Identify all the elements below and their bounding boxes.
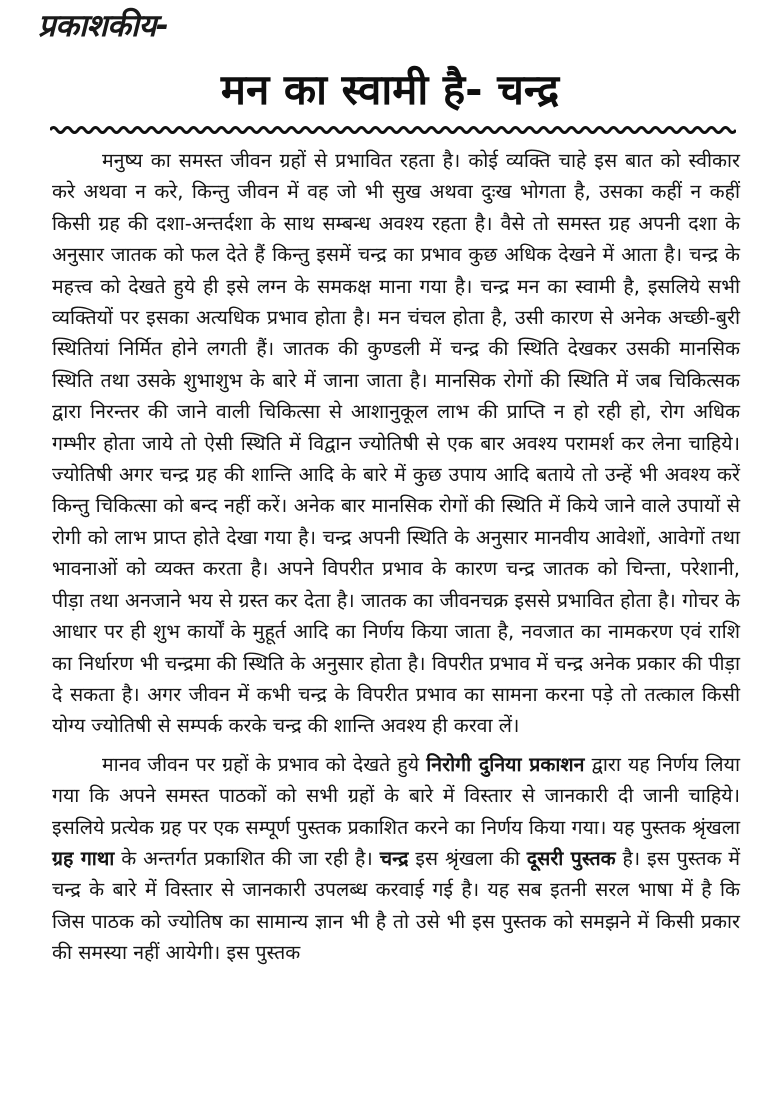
bold-text: निरोगी दुनिया प्रकाशन — [426, 752, 585, 776]
page-title: मन का स्वामी है- चन्द्र — [220, 65, 560, 114]
paragraph-text: मानव जीवन पर ग्रहों के प्रभाव को देखते हुये — [102, 752, 427, 776]
wavy-divider — [50, 122, 736, 138]
wavy-divider-line — [50, 128, 736, 133]
paragraph-text: है। इस पुस्तक में चन्द्र के बारे में विस्तार से जानकारी उपलब्ध करवाई गई है। यह सब इतनी सरल भाषा में है कि जिस पाठक को ज्योतिष का सामान्य ज्ञान भी है तो उसे भी इस पुस्तक को समझने में किसी प्रकार की समस्या नहीं आयेगी। इस पुस्तक — [52, 846, 740, 965]
paragraph-text: के अन्तर्गत प्रकाशित की जा रही है। — [114, 846, 380, 870]
paragraph-text: द्वारा यह निर्णय लिया गया कि अपने समस्त पाठकों को सभी ग्रहों के बारे में विस्तार से जानकारी दी जानी चाहिये। इसलिये प्रत्येक ग्रह पर एक सम्पूर्ण पुस्तक प्रकाशित करने का निर्णय किया गया। यह पुस्तक श्रृंखला — [52, 752, 740, 839]
body-text — [52, 145, 740, 969]
bold-text: चन्द्र — [379, 846, 409, 870]
paragraph-text: इस श्रृंखला की — [408, 846, 527, 870]
section-label: प्रकाशकीय- — [38, 8, 169, 44]
paragraph-2 — [52, 749, 740, 969]
bold-text: दूसरी पुस्तक — [526, 846, 616, 870]
paragraph-1: मनुष्य का समस्त जीवन ग्रहों से प्रभावित रहता है। कोई व्यक्ति चाहे इस बात को स्वीकार करे अथवा न करे, किन्तु जीवन में वह जो भी सुख अथवा दुःख भोगता है, उसका कहीं न कहीं किसी ग्रह की दशा-अन्तर्दशा के साथ सम्बन्ध अवश्य रहता है। वैसे तो समस्त ग्रह अपनी दशा के अनुसार जातक को फल देते हैं किन्तु इसमें चन्द्र का प्रभाव कुछ अधिक देखने में आता है। चन्द्र के महत्त्व को देखते हुये ही इसे लग्न के समकक्ष माना गया है। चन्द्र मन का स्वामी है, इसलिये सभी व्यक्तियों पर इसका अत्यधिक प्रभाव होता है। मन चंचल होता है, उसी कारण से अनेक अच्छी-बुरी स्थितियां निर्मित होने लगती हैं। जातक की कुण्डली में चन्द्र की स्थिति देखकर उसकी मानसिक स्थिति तथा उसके शुभाशुभ के बारे में जाना जाता है। मानसिक रोगों की स्थिति में जब चिकित्सक द्वारा निरन्तर की जाने वाली चिकित्सा से आशानुकूल लाभ की प्राप्ति न हो रही हो, रोग अधिक गम्भीर होता जाये तो ऐसी स्थिति में विद्वान ज्योतिषी से एक बार अवश्य परामर्श कर लेना चाहिये। ज्योतिषी अगर चन्द्र ग्रह की शान्ति आदि के बारे में कुछ उपाय आदि बताये तो उन्हें भी अवश्य करें किन्तु चिकित्सा को बन्द नहीं करें। अनेक बार मानसिक रोगों की स्थिति में किये जाने वाले उपायों से रोगी को लाभ प्राप्त होते देखा गया है। चन्द्र अपनी स्थिति के अनुसार मानवीय आवेशों, आवेगों तथा भावनाओं को व्यक्त करता है। अपने विपरीत प्रभाव के कारण चन्द्र जातक को चिन्ता, परेशानी, पीड़ा तथा अनजाने भय से ग्रस्त कर देता है। जातक का जीवनचक्र इससे प्रभावित होता है। गोचर के आधार पर ही शुभ कार्यों के मुहूर्त आदि का निर्णय किया जाता है, नवजात का नामकरण एवं राशि का निर्धारण भी चन्द्रमा की स्थिति के अनुसार होता है। विपरीत प्रभाव में चन्द्र अनेक प्रकार की पीड़ा दे सकता है। अगर जीवन में कभी चन्द्र के विपरीत प्रभाव का सामना करना पड़े तो तत्काल किसी योग्य ज्योतिषी से सम्पर्क करके चन्द्र की शान्ति अवश्य ही करवा लें। — [52, 149, 740, 738]
bold-text: ग्रह गाथा — [52, 846, 115, 870]
